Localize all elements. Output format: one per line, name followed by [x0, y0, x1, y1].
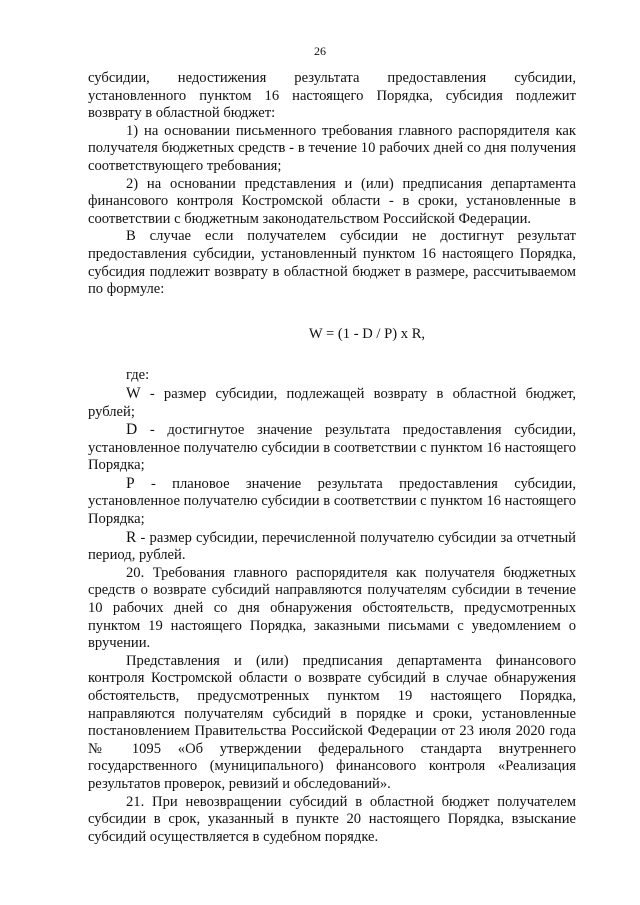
definition-w: [88, 385, 576, 421]
definition-r: [88, 529, 576, 565]
symbol-w: W: [126, 384, 141, 402]
paragraph-item-2: 2) на основании представления и (или) предписания департамента финансового контроля Костромской области - в сроки, установленные в соответствии с бюджетным законодательством Российской Федерации.: [88, 175, 576, 227]
symbol-d: D: [126, 421, 138, 439]
formula: W = (1 - D / P) x R,: [308, 325, 426, 342]
symbol-p: P: [126, 474, 135, 492]
definition-r-text: - размер субсидии, перечисленной получателю субсидии за отчетный период, рублей.: [88, 529, 576, 564]
paragraph-20: 20. Требования главного распорядителя как получателя бюджетных средств о возврате субсидий направляются получателям субсидии в течение 10 рабочих дней со дня обнаружения обстоятельств, предусмотренных пунктом 19 настоящего Порядка, заказными письмами с уведомлением о вручении.: [88, 564, 576, 652]
paragraph-result-not-achieved: В случае если получателем субсидии не достигнут результат предоставления субсидии, установленный пунктом 16 настоящего Порядка, субсидия подлежит возврату в областной бюджет в размере, рассчитываемом по формуле:: [88, 228, 576, 298]
paragraph-21: 21. При невозвращении субсидий в областной бюджет получателем субсидии в срок, указанный в пункте 20 настоящего Порядка, взыскание субсидий осуществляется в судебном порядке.: [88, 793, 576, 845]
paragraph-20-continuation: Представления и (или) предписания департамента финансового контроля Костромской области о возврате субсидий в случае обнаружения обстоятельств, предусмотренных пунктом 19 настоящего Порядка, направляются получателям субсидий в порядке и сроки, установленные постановлением Правительства Российской Федерации от 23 июля 2020 года № 1095 «Об утверждении федерального стандарта внутреннего государственного (муниципального) финансового контроля «Реализация результатов проверок, ревизий и обследований».: [88, 652, 576, 792]
paragraph-continuation: субсидии, недостижения результата предоставления субсидии, установленного пунктом 16 настоящего Порядка, субсидия подлежит возврату в областной бюджет:: [88, 70, 576, 122]
document-body: [88, 70, 576, 846]
definition-p: [88, 475, 576, 529]
page-number: 26: [314, 44, 326, 58]
formula-where-label: где:: [126, 367, 150, 384]
definition-d: [88, 421, 576, 475]
paragraph-item-1: 1) на основании письменного требования главного распорядителя как получателя бюджетных средств - в течение 10 рабочих дней со дня получения соответствующего требования;: [88, 122, 576, 174]
definition-d-text: - достигнутое значение результата предоставления субсидии, установленное получателю субсидии в соответствии с пунктом 16 настоящего Порядка;: [88, 422, 576, 474]
definition-w-text: - размер субсидии, подлежащей возврату в областной бюджет, рублей;: [88, 385, 576, 420]
symbol-r: R: [126, 528, 137, 546]
definition-p-text: - плановое значение результата предоставления субсидии, установленное получателю субсидии в соответствии с пунктом 16 настоящего Порядка;: [88, 475, 576, 528]
